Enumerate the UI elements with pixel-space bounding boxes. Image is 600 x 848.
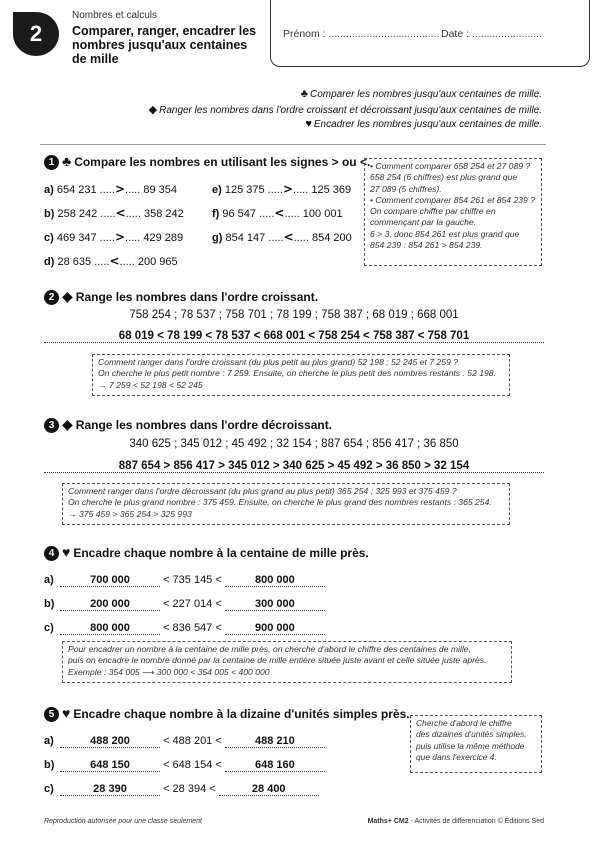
ex5-item-c: c) 28 390 < 28 394 < 28 400 xyxy=(44,783,319,796)
ex4-lower-b[interactable]: 200 000 xyxy=(60,598,160,611)
ex2-heading xyxy=(44,288,318,305)
ex4-heading xyxy=(44,544,369,561)
ex2-number: 2 xyxy=(44,290,59,305)
ex5-tip-box: Cherche d'abord le chiffre des dizaines d'unités simples, puis utilise la même méthode que dans l'exercice 4. xyxy=(410,715,542,773)
footer-copyright-note: Reproduction autorisée pour une classe seulement xyxy=(44,818,202,825)
ex1-instruction: Compare les nombres en utilisant les signes > ou <. xyxy=(74,155,371,169)
ex5-lower-a[interactable]: 488 200 xyxy=(60,735,160,748)
ex2-tip-box: Comment ranger dans l'ordre croissant (du plus petit au plus grand) 52 198 ; 52 245 et 7 259 ? On cherche le plus petit nombre : 7 259. Ensuite, on cherche le plus petit des nombres restants : 52 198. → 7 259 < 52 198 < 52 245 xyxy=(92,354,510,396)
ex4-lower-a[interactable]: 700 000 xyxy=(60,574,160,587)
divider xyxy=(40,144,546,145)
club-icon: ♣ xyxy=(62,153,72,169)
ex2-answer-line[interactable]: 68 019 < 78 199 < 78 537 < 668 001 < 758 254 < 758 387 < 758 701 xyxy=(44,330,544,343)
name-field[interactable]: Prénom : ...................................... xyxy=(283,28,440,40)
objective-1: ♣ Comparer les nombres jusqu'aux centaines de mille. xyxy=(300,88,542,100)
ex4-lower-c[interactable]: 800 000 xyxy=(60,622,160,635)
ex1-answer-a[interactable]: > xyxy=(114,182,126,196)
objective-2: ◆ Ranger les nombres dans l'ordre croissant et décroissant jusqu'aux centaines de mille. xyxy=(148,104,542,116)
ex5-upper-b[interactable]: 648 160 xyxy=(225,759,325,772)
footer-publisher: Maths+ CM2 - Activités de différenciation © Éditions Sed xyxy=(367,818,544,825)
lesson-subtitle: Nombres et calculs xyxy=(72,10,158,21)
ex4-upper-b[interactable]: 300 000 xyxy=(225,598,325,611)
heart-icon: ♥ xyxy=(305,118,312,130)
ex4-item-a: a) 700 000 < 735 145 < 800 000 xyxy=(44,574,325,587)
ex4-tip-box: Pour encadrer un nombre à la centaine de mille près, on cherche d'abord le chiffre des centaines de mille, puis on encadre le nombre donné par la centaine de mille entière située juste avant et celle située juste après. Exemple : 354 005 ⟶ 300 000 < 354 005 < 400 000 xyxy=(62,641,512,683)
heart-icon: ♥ xyxy=(62,544,71,560)
ex3-number: 3 xyxy=(44,418,59,433)
ex1-item-b: b) 258 242 .....<..... 358 242 xyxy=(44,206,184,220)
ex1-item-f: f) 96 547 .....<..... 100 001 xyxy=(212,206,343,220)
ex4-number: 4 xyxy=(44,546,59,561)
ex1-item-a: a) 654 231 .....>..... 89 354 xyxy=(44,182,178,196)
ex1-answer-d[interactable]: < xyxy=(109,254,120,268)
ex3-instruction: Range les nombres dans l'ordre décroissant. xyxy=(75,418,333,432)
ex1-number: 1 xyxy=(44,155,59,170)
ex2-numbers: 758 254 ; 78 537 ; 758 701 ; 78 199 ; 758 387 ; 68 019 ; 668 001 xyxy=(129,309,459,321)
ex1-answer-f[interactable]: < xyxy=(274,206,285,220)
name-date-box xyxy=(270,0,590,67)
ex3-answer-line[interactable]: 887 654 > 856 417 > 345 012 > 340 625 > 45 492 > 36 850 > 32 154 xyxy=(44,460,544,473)
ex1-tip-box: • Comment comparer 658 254 et 27 089 ? 658 254 (6 chiffres) est plus grand que 27 089 (5 chiffres). • Comment comparer 854 261 et 854 239 ? On compare chiffre par chiffre en commençant par la gauche. 6 > 3, donc 854 261 est plus grand que 854 239 : 854 261 > 854 239. xyxy=(364,158,542,266)
ex5-upper-c[interactable]: 28 400 xyxy=(219,783,319,796)
ex1-item-e: e) 125 375 .....>..... 125 369 xyxy=(212,182,352,196)
objective-3: ♥ Encadrer les nombres jusqu'aux centaines de mille. xyxy=(305,118,542,130)
ex1-item-d: d) 28 635 .....<..... 200 965 xyxy=(44,254,178,268)
ex3-tip-box: Comment ranger dans l'ordre décroissant (du plus grand au plus petit) 365 254 ; 325 993 et 375 459 ? On cherche le plus grand nombre : 375 459. Ensuite, on cherche le plus grand des nombres restants : 365 254. → 375 459 > 365 254 > 325 993 xyxy=(62,483,510,525)
ex4-instruction: Encadre chaque nombre à la centaine de mille près. xyxy=(73,546,369,560)
diamond-icon: ◆ xyxy=(62,416,73,432)
ex1-item-c: c) 469 347 .....>..... 429 289 xyxy=(44,230,184,244)
heart-icon: ♥ xyxy=(62,705,71,721)
ex5-number: 5 xyxy=(44,707,59,722)
ex1-answer-c[interactable]: > xyxy=(114,230,126,244)
ex5-heading xyxy=(44,705,410,722)
ex1-answer-e[interactable]: > xyxy=(282,182,294,196)
diamond-icon: ◆ xyxy=(62,288,73,304)
date-field[interactable]: Date : ........................ xyxy=(441,28,542,40)
ex4-item-c: c) 800 000 < 836 547 < 900 000 xyxy=(44,622,325,635)
ex4-upper-c[interactable]: 900 000 xyxy=(225,622,325,635)
ex3-heading xyxy=(44,416,332,433)
ex5-lower-c[interactable]: 28 390 xyxy=(60,783,160,796)
ex4-item-b: b) 200 000 < 227 014 < 300 000 xyxy=(44,598,325,611)
ex5-instruction: Encadre chaque nombre à la dizaine d'unités simples près. xyxy=(73,707,410,721)
ex1-answer-b[interactable]: < xyxy=(115,206,126,220)
diamond-icon: ◆ xyxy=(148,104,158,116)
ex5-upper-a[interactable]: 488 210 xyxy=(225,735,325,748)
lesson-number-badge: 2 xyxy=(13,12,59,56)
lesson-title: Comparer, ranger, encadrer les nombres jusqu'aux centaines de mille xyxy=(72,24,257,66)
ex3-numbers: 340 625 ; 345 012 ; 45 492 ; 32 154 ; 887 654 ; 856 417 ; 36 850 xyxy=(129,438,459,450)
ex1-item-g: g) 854 147 .....<..... 854 200 xyxy=(212,230,352,244)
ex5-lower-b[interactable]: 648 150 xyxy=(60,759,160,772)
ex1-answer-g[interactable]: < xyxy=(283,230,294,244)
ex4-upper-a[interactable]: 800 000 xyxy=(225,574,325,587)
club-icon: ♣ xyxy=(300,88,308,100)
ex2-instruction: Range les nombres dans l'ordre croissant. xyxy=(75,290,319,304)
ex1-heading xyxy=(44,153,370,170)
ex5-item-b: b) 648 150 < 648 154 < 648 160 xyxy=(44,759,325,772)
ex5-item-a: a) 488 200 < 488 201 < 488 210 xyxy=(44,735,325,748)
